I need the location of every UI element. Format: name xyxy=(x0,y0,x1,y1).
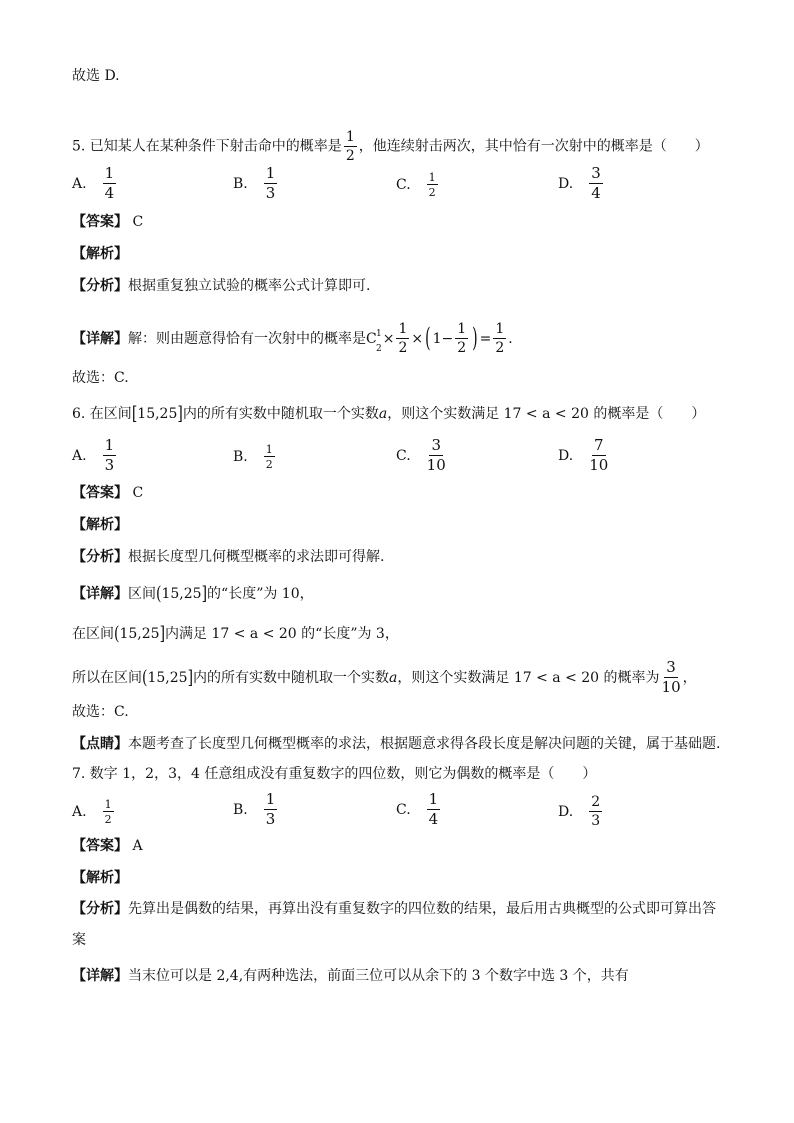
q6-option-b: B. $\frac{1}{2}$ xyxy=(233,443,273,471)
q6-stem: 6. 在区间[15,25]内的所有实数中随机取一个实数a，则这个实数满足 17 < a < 20 的概率是（ ） xyxy=(72,403,706,425)
q5-option-c: C. $\frac{1}{2}$ xyxy=(396,171,436,199)
q6-option-d: D. $\frac{7}{10}$ xyxy=(558,436,609,474)
q7-xiangjie: 【详解】当末位可以是 2,4,有两种选法，前面三位可以从余下的 3 个数字中选 3 个，共有 xyxy=(72,968,629,984)
q5-stem-fraction: $\frac{1}{2}$ xyxy=(345,129,355,164)
q7-option-b: B. $\frac{1}{3}$ xyxy=(233,790,276,828)
q5-fenxi: 【分析】根据重复独立试验的概率公式计算即可. xyxy=(72,278,371,294)
q5-xiangjie: 【详解】 解：则由题意得恰有一次射中的概率是 C 1 2 × $\frac{1}{2}$ × ( 1− $\frac{1}{2}$ ) = $\frac{1}{2}$ . xyxy=(72,321,513,356)
q5-answer: 【答案】 C xyxy=(72,214,144,230)
q7-option-a: A. $\frac{1}{2}$ xyxy=(72,798,112,826)
q6-option-a: A. $\frac{1}{3}$ xyxy=(72,436,115,474)
q5-stem: 5. 已知某人在某种条件下射击命中的概率是 $\frac{1}{2}$ ，他连续射击两次，其中恰有一次射中的概率是（ ） xyxy=(72,129,709,164)
q6-dianjing: 【点睛】本题考查了长度型几何概型概率的求法，根据题意求得各段长度是解决问题的关键，属于基础题. xyxy=(72,736,721,752)
q7-option-c: C. $\frac{1}{4}$ xyxy=(396,790,439,828)
q6-option-c: C. $\frac{3}{10}$ xyxy=(396,436,446,474)
q6-answer: 【答案】 C xyxy=(72,485,144,501)
q6-final: 故选：C. xyxy=(72,704,129,720)
q6-xiangjie-line1: 【详解】区间(15,25]的“长度”为 10， xyxy=(72,583,314,605)
prev-conclusion: 故选 D. xyxy=(72,68,120,84)
q7-stem: 7. 数字 1，2，3，4 任意组成没有重复数字的四位数，则它为偶数的概率是（ ） xyxy=(72,766,597,782)
q7-answer: 【答案】 A xyxy=(72,838,143,854)
q5-analysis-heading: 【解析】 xyxy=(72,246,128,262)
q5-option-b: B. $\frac{1}{3}$ xyxy=(233,164,276,202)
q7-option-d: D. $\frac{2}{3}$ xyxy=(558,794,601,829)
combination-symbol: C 1 2 xyxy=(366,328,382,354)
q6-xiangjie-line2: 在区间(15,25]内满足 17 < a < 20 的“长度”为 3， xyxy=(72,623,399,645)
q7-fenxi-line2: 案 xyxy=(72,932,86,948)
q5-option-a: A. $\frac{1}{4}$ xyxy=(72,164,115,202)
q6-analysis-heading: 【解析】 xyxy=(72,517,128,533)
q6-fenxi: 【分析】根据长度型几何概型概率的求法即可得解. xyxy=(72,549,385,565)
q7-fenxi-line1: 【分析】先算出是偶数的结果，再算出没有重复数字的四位数的结果，最后用古典概型的公式即可算出答 xyxy=(72,901,716,917)
q5-final: 故选：C. xyxy=(72,370,129,386)
q6-xiangjie-line3: 所以在区间 ( 15,25 ] 内的所有实数中随机取一个实数 a ，则这个实数满足 17 < a < 20 的概率为 $\frac{3}{10}$ ， xyxy=(72,658,697,696)
q5-option-d: D. $\frac{3}{4}$ xyxy=(558,164,601,202)
q7-analysis-heading: 【解析】 xyxy=(72,870,128,886)
